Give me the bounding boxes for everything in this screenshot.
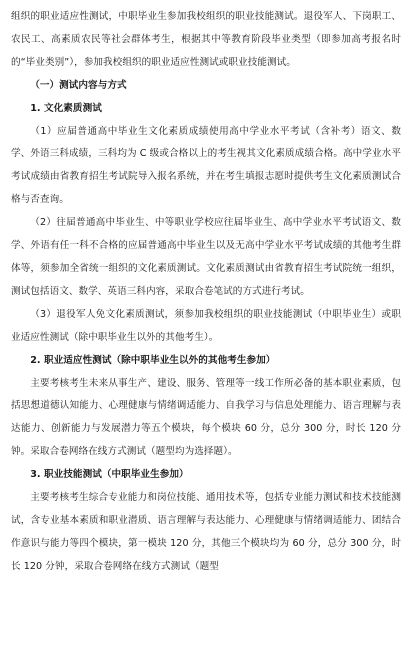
subsection-heading-aptitude: 2. 职业适应性测试（除中职毕业生以外的其他考生参加）: [30, 354, 276, 366]
section-heading-test-content: （一）测试内容与方式: [30, 79, 127, 91]
paragraph-aptitude-body: 主要考核考生未来从事生产、建设、服务、管理等一线工作所必备的基本职业素质，包括思想道德认知能力、心理健康与情绪调适能力、自我学习与信息处理能力、语言理解与表达能力、创新能力与发展潜力等五个模块，每个模块 60 分，总分 300 分，时长 120 分钟。采取合卷网络在线方式测试（题型均为选择题）。: [11, 377, 401, 458]
paragraph-intro-continued: 组织的职业适应性测试，中职毕业生参加我校组织的职业技能测试。退役军人、下岗职工、农民工、高素质农民等社会群体考生，根据其中等教育阶段毕业类型（即参加高考报名时的“毕业类别”），参加我校组织的职业适应性测试或职业技能测试。: [11, 11, 401, 68]
paragraph-culture-item-2: （2）往届普通高中毕业生、中等职业学校应往届毕业生、高中学业水平考试语文、数学、外语有任一科不合格的应届普通高中毕业生以及无高中学业水平考试成绩的其他考生群体等，须参加全省统一组织的文化素质测试。文化素质测试由省教育招生考试院统一组织，测试包括语文、数学、英语三科内容，采取合卷笔试的方式进行考试。: [11, 217, 401, 297]
paragraph-culture-item-1: （1）应届普通高中毕业生文化素质成绩使用高中学业水平考试（含补考）语文、数学、外语三科成绩，三科均为 C 级或合格以上的考生视其文化素质成绩合格。高中学业水平考试成绩由省教育招生考试院导入报名系统，并在考生填报志愿时提供考生文化素质测试合格与否查询。: [11, 125, 401, 206]
paragraph-culture-item-3: （3）退役军人免文化素质测试，须参加我校组织的职业技能测试（中职毕业生）或职业适应性测试（除中职毕业生以外的其他考生）。: [11, 308, 401, 343]
paragraph-skills-body: 主要考核考生综合专业能力和岗位技能、通用技术等，包括专业能力测试和技术技能测试，含专业基本素质和职业潜质、语言理解与表达能力、心理健康与情绪调适能力、团结合作意识与能力等四个模块，第一模块 120 分，其他三个模块均为 60 分，总分 300 分，时长 120 分钟，采取合卷网络在线方式测试（题型: [11, 492, 401, 572]
subsection-heading-culture: 1. 文化素质测试: [30, 102, 102, 114]
subsection-heading-skills: 3. 职业技能测试（中职毕业生参加）: [30, 469, 189, 481]
